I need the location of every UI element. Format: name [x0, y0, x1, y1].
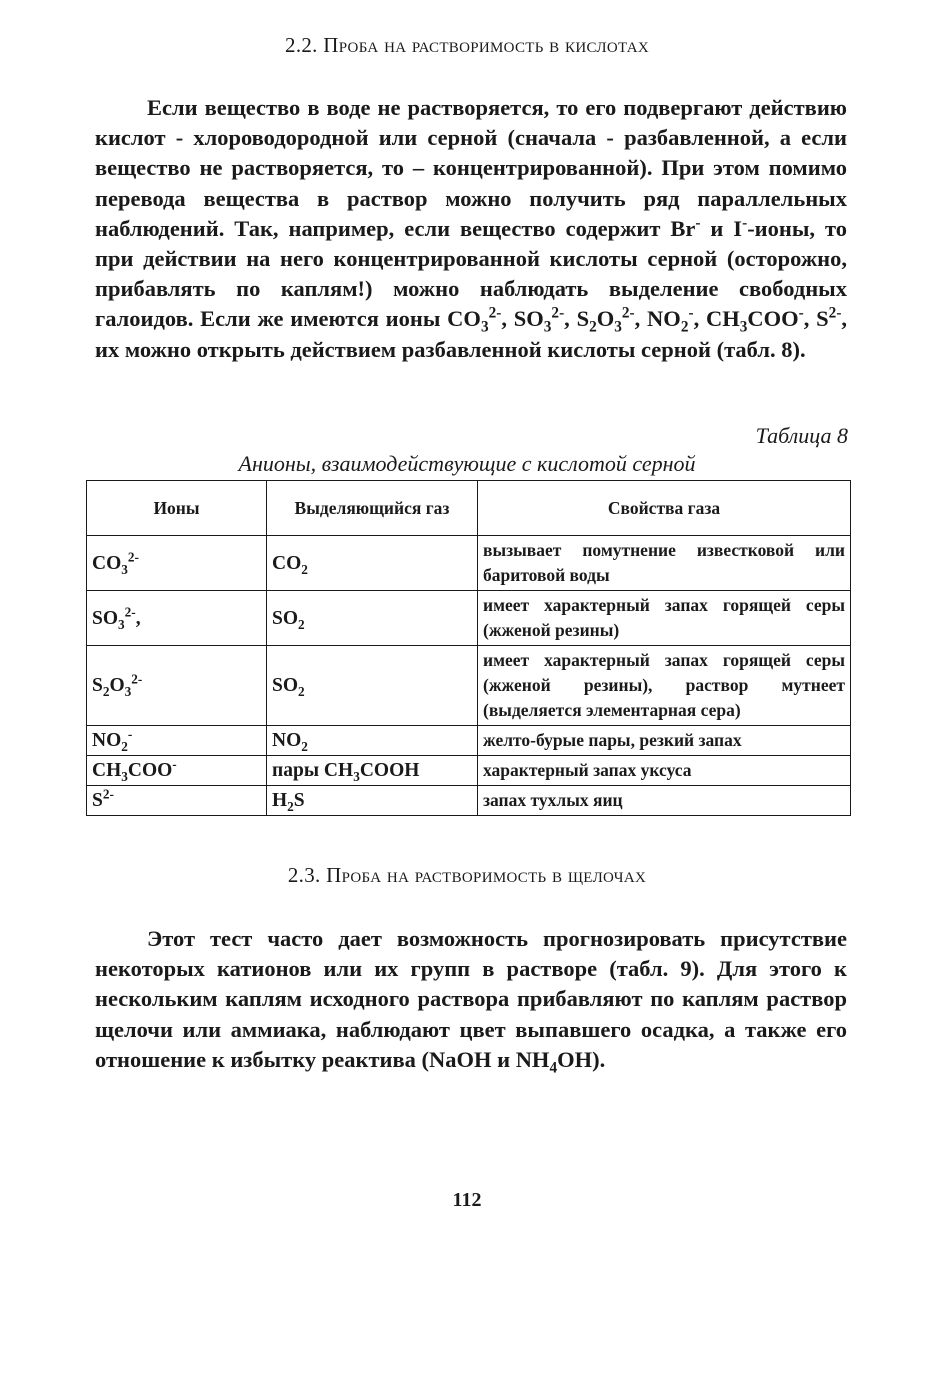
table-row — [87, 646, 851, 726]
ion-cell: $NO_2^-$ — [87, 726, 267, 756]
table-header-row — [87, 481, 851, 536]
ion-cell: $CH_3COO^-$ — [87, 756, 267, 786]
table-row — [87, 726, 851, 756]
gas-cell: $H_2S$ — [267, 786, 478, 816]
table-row — [87, 591, 851, 646]
ion-cell: $S_2O_3^{2-}$ — [87, 646, 267, 726]
properties-cell: имеет характерный запах горящей серы (жженой резины) — [478, 591, 851, 646]
page-number: 112 — [452, 1189, 482, 1211]
gas-cell: $NO_2$ — [267, 726, 478, 756]
header-gas: Выделяющийся газ — [267, 481, 478, 536]
properties-cell: желто-бурые пары, резкий запах — [478, 726, 851, 756]
properties-cell: характерный запах уксуса — [478, 756, 851, 786]
gas-cell: $SO_2$ — [267, 646, 478, 726]
properties-cell: запах тухлых яиц — [478, 786, 851, 816]
table-row — [87, 756, 851, 786]
properties-cell: имеет характерный запах горящей серы (жженой резины), раствор мутнеет (выделяется элементарная сера) — [478, 646, 851, 726]
header-properties: Свойства газа — [478, 481, 851, 536]
anions-table — [86, 480, 851, 816]
ion-cell: $CO_3^{2-}$ — [87, 536, 267, 591]
table-row — [87, 786, 851, 816]
paragraph-alkali-solubility: Этот тест часто дает возможность прогнозировать присутствие некоторых катионов или их групп в растворе (табл. 9). Для этого к нескольким каплям исходного раствора прибавляют по каплям раствор щелочи или аммиака, наблюдают цвет выпавшего осадка, а также его отношение к избытку реактива (NaOH и $NH_4OH$). — [95, 926, 847, 1077]
section-heading: 2.2. Проба на растворимость в кислотах — [285, 33, 649, 57]
gas-cell: $CO_2$ — [267, 536, 478, 591]
section-heading: 2.3. Проба на растворимость в щелочах — [287, 863, 647, 887]
gas-cell: $SO_2$ — [267, 591, 478, 646]
table-row — [87, 536, 851, 591]
paragraph-acid-solubility: Если вещество в воде не растворяется, то его подвергают действию кислот - хлороводородной или серной (сначала - разбавленной, а если вещество не растворяется, то – концентрированной). При этом помимо перевода вещества в раствор можно получить ряд параллельных наблюдений. Так, например, если вещество содержит Br- и I--ионы, то при действии на него концентрированной кислоты серной (осторожно, прибавлять по каплям!) можно наблюдать выделение свободных галоидов. Если же имеются ионы $CO_3^{2-}$, $SO_3^{2-}$, $S_2O_3^{2-}$, $NO_2^-$, $CH_3COO^-$, $S^{2-}$, их можно открыть действием разбавленной кислоты серной (табл. 8). — [95, 95, 848, 362]
table-number: Таблица 8 — [755, 423, 848, 448]
properties-cell: вызывает помутнение известковой или баритовой воды — [478, 536, 851, 591]
table-title: Анионы, взаимодействующие с кислотой серной — [238, 451, 696, 476]
ion-cell: $SO_3^{2-}$, — [87, 591, 267, 646]
gas-cell: пары $CH_3COOH$ — [267, 756, 478, 786]
header-ions: Ионы — [87, 481, 267, 536]
ion-cell: $S^{2-}$ — [87, 786, 267, 816]
